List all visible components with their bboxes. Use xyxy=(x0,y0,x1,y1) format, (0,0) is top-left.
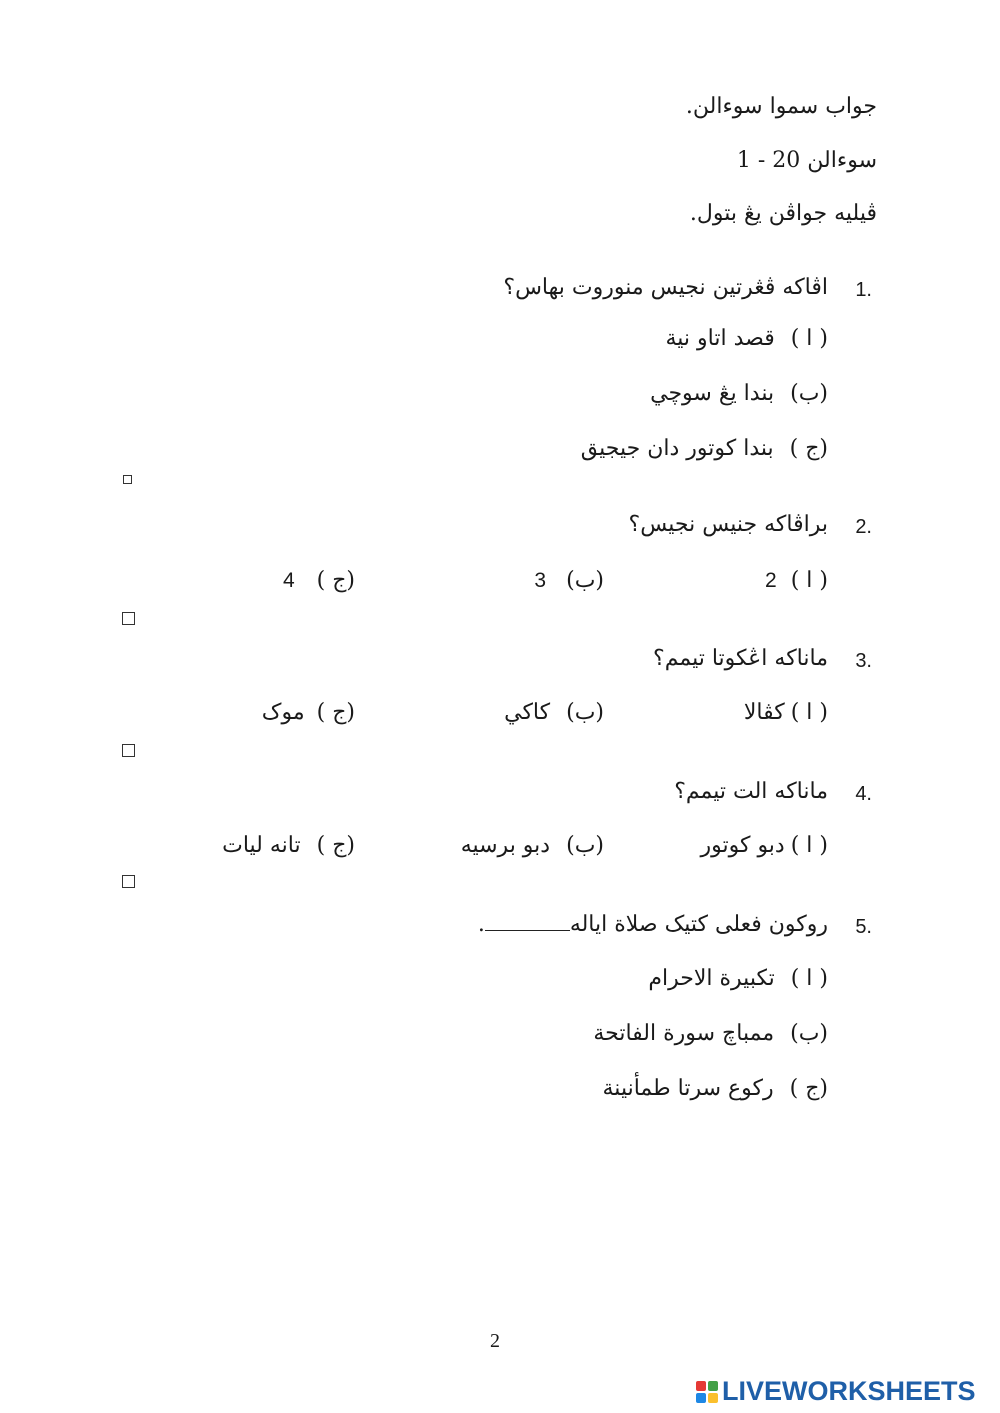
option-c[interactable] xyxy=(283,566,355,596)
option-b[interactable] xyxy=(534,566,604,596)
option-text: تانه ليات xyxy=(222,833,301,858)
logo-square-red xyxy=(696,1381,706,1391)
option-text: دبو کوتور xyxy=(700,833,785,858)
logo-icon xyxy=(696,1381,718,1403)
instruction-line-2 xyxy=(737,146,877,176)
option-mark: (ب) xyxy=(790,1021,828,1046)
answer-box[interactable] xyxy=(123,475,132,484)
option-b[interactable] xyxy=(593,1019,828,1049)
instruction-line-2-text: سوءالن 20 - 1 xyxy=(736,148,877,173)
option-a[interactable] xyxy=(648,964,828,994)
option-c[interactable] xyxy=(262,698,355,728)
page-number: 2 xyxy=(490,1330,500,1352)
option-mark: ( ا ) xyxy=(790,833,828,858)
option-b[interactable] xyxy=(650,379,828,409)
option-mark: (ج ) xyxy=(789,436,828,461)
option-a[interactable] xyxy=(744,698,828,728)
logo-square-yellow xyxy=(708,1393,718,1403)
option-b[interactable] xyxy=(461,831,604,861)
liveworksheets-logo xyxy=(696,1376,976,1407)
instruction-line-1: جواب سموا سوءالن. xyxy=(685,94,877,119)
option-mark: (ج ) xyxy=(316,700,355,725)
question-text: ماناکه الت تيمم؟ xyxy=(674,779,828,804)
question-number: 3. xyxy=(855,650,872,672)
question-text: براڤاکه جنيس نجيس؟ xyxy=(628,512,828,537)
option-a[interactable] xyxy=(765,566,828,596)
answer-box[interactable] xyxy=(122,875,135,888)
answer-blank[interactable] xyxy=(485,912,570,931)
option-text: 4 xyxy=(282,569,295,592)
option-text: دبو برسيه xyxy=(460,833,551,858)
option-c[interactable] xyxy=(581,434,828,464)
brand-name: LIVEWORKSHEETS xyxy=(722,1376,976,1406)
question-text: روکون فعلى کتيک صلاة اياله xyxy=(569,912,828,937)
option-mark: (ب) xyxy=(566,568,604,593)
option-mark: (ب) xyxy=(790,381,828,406)
option-text: 2 xyxy=(765,569,777,592)
option-mark: ( ا ) xyxy=(790,568,828,593)
answer-box[interactable] xyxy=(122,612,135,625)
logo-square-blue xyxy=(696,1393,706,1403)
answer-box[interactable] xyxy=(122,744,135,757)
option-a[interactable] xyxy=(701,831,829,861)
question-text-line xyxy=(478,910,828,940)
option-mark: ( ا ) xyxy=(790,966,828,991)
option-mark: (ج ) xyxy=(316,833,355,858)
option-b[interactable] xyxy=(504,698,604,728)
option-mark: ( ا ) xyxy=(790,326,828,351)
option-text: کڤالا xyxy=(743,700,785,725)
option-text: موک xyxy=(261,700,305,725)
option-mark: (ب) xyxy=(566,700,604,725)
option-text: قصد اتاو نية xyxy=(665,326,775,351)
option-text: کاکي xyxy=(504,700,551,725)
option-text: ممباچ سورة الفاتحة xyxy=(593,1021,775,1046)
instruction-line-3: ڤيليه جواڤن يڠ بتول. xyxy=(689,201,877,226)
option-mark: (ب) xyxy=(566,833,604,858)
option-mark: (ج ) xyxy=(789,1076,828,1101)
option-text: 3 xyxy=(534,569,547,592)
option-text: بندا کوتور دان جيجيق xyxy=(580,436,774,461)
option-text: رکوع سرتا طمأنينة xyxy=(602,1076,774,1101)
option-c[interactable] xyxy=(222,831,355,861)
question-number: 5. xyxy=(855,916,872,938)
question-number: 4. xyxy=(855,783,872,805)
option-text: بندا يڠ سوچي xyxy=(650,381,775,406)
option-text: تکبيرة الاحرام xyxy=(648,966,775,991)
question-number: 2. xyxy=(855,516,872,538)
question-number: 1. xyxy=(855,279,872,301)
question-text: ماناکه اڠکوتا تيمم؟ xyxy=(653,646,828,671)
option-a[interactable] xyxy=(665,324,828,354)
option-c[interactable] xyxy=(603,1074,828,1104)
option-mark: ( ا ) xyxy=(790,700,828,725)
logo-square-green xyxy=(708,1381,718,1391)
option-mark: (ج ) xyxy=(316,568,355,593)
question-text: اڤاکه ڤڠرتين نجيس منوروت بهاس؟ xyxy=(503,275,828,300)
question-text-end: . xyxy=(477,912,485,937)
